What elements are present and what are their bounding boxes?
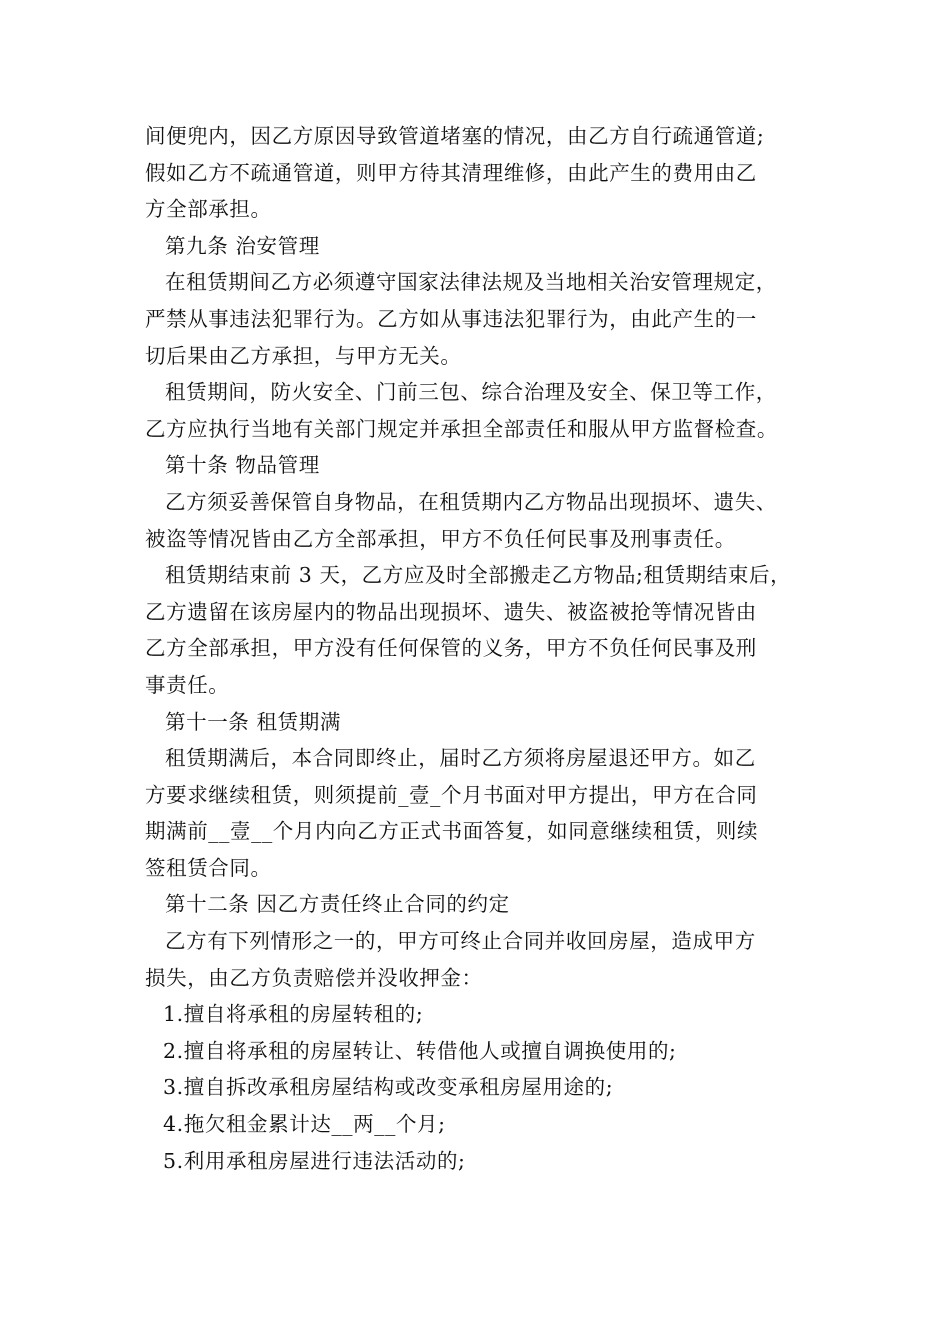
text-line: 乙方应执行当地有关部门规定并承担全部责任和服从甲方监督检查。: [145, 416, 778, 441]
text-line: 乙方全部承担，甲方没有任何保管的义务，甲方不负任何民事及刑: [145, 636, 757, 661]
section-heading: 第十一条 租赁期满: [165, 709, 341, 734]
text-line: 乙方遗留在该房屋内的物品出现损坏、遗失、被盗被抢等情况皆由: [145, 599, 757, 624]
text-line: 租赁期结束前 3 天，乙方应及时全部搬走乙方物品;租赁期结束后，: [165, 563, 792, 588]
text-line: 乙方有下列情形之一的，甲方可终止合同并收回房屋，造成甲方: [165, 929, 756, 954]
list-item: 2.擅自将承租的房屋转让、转借他人或擅自调换使用的;: [163, 1038, 677, 1063]
text-line: 租赁期满后，本合同即终止，届时乙方须将房屋退还甲方。如乙: [165, 746, 756, 771]
text-line: 租赁期间，防火安全、门前三包、综合治理及安全、保卫等工作，: [165, 380, 777, 405]
section-heading: 第十条 物品管理: [165, 453, 320, 478]
list-item: 3.擅自拆改承租房屋结构或改变承租房屋用途的;: [163, 1075, 614, 1100]
text-line: 损失，由乙方负责赔偿并没收押金：: [145, 965, 483, 990]
list-item: 4.拖欠租金累计达__两__个月;: [163, 1112, 446, 1137]
text-line: 事责任。: [145, 672, 230, 697]
list-item: 1.擅自将承租的房屋转租的;: [163, 1002, 424, 1027]
text-line: 被盗等情况皆由乙方全部承担，甲方不负任何民事及刑事责任。: [145, 526, 736, 551]
text-line: 切后果由乙方承担，与甲方无关。: [145, 343, 462, 368]
text-line: 期满前__壹__个月内向乙方正式书面答复，如同意继续租赁，则续: [145, 819, 759, 844]
text-line: 签租赁合同。: [145, 855, 272, 880]
document-body: [145, 118, 825, 1179]
text-line: 乙方须妥善保管自身物品，在租赁期内乙方物品出现损坏、遗失、: [165, 489, 777, 514]
section-heading: 第九条 治安管理: [165, 233, 320, 258]
text-line: 假如乙方不疏通管道，则甲方待其清理维修，由此产生的费用由乙: [145, 160, 757, 185]
list-item: 5.利用承租房屋进行违法活动的;: [163, 1148, 466, 1173]
text-line: 严禁从事违法犯罪行为。乙方如从事违法犯罪行为，由此产生的一: [145, 306, 757, 331]
text-line: 方全部承担。: [145, 197, 272, 222]
text-line: 在租赁期间乙方必须遵守国家法律法规及当地相关治安管理规定，: [165, 270, 777, 295]
text-line: 间便兜内，因乙方原因导致管道堵塞的情况，由乙方自行疏通管道;: [145, 124, 765, 148]
text-line: 方要求继续租赁，则须提前_壹_个月书面对甲方提出，甲方在合同: [145, 782, 758, 807]
section-heading: 第十二条 因乙方责任终止合同的约定: [165, 892, 510, 917]
